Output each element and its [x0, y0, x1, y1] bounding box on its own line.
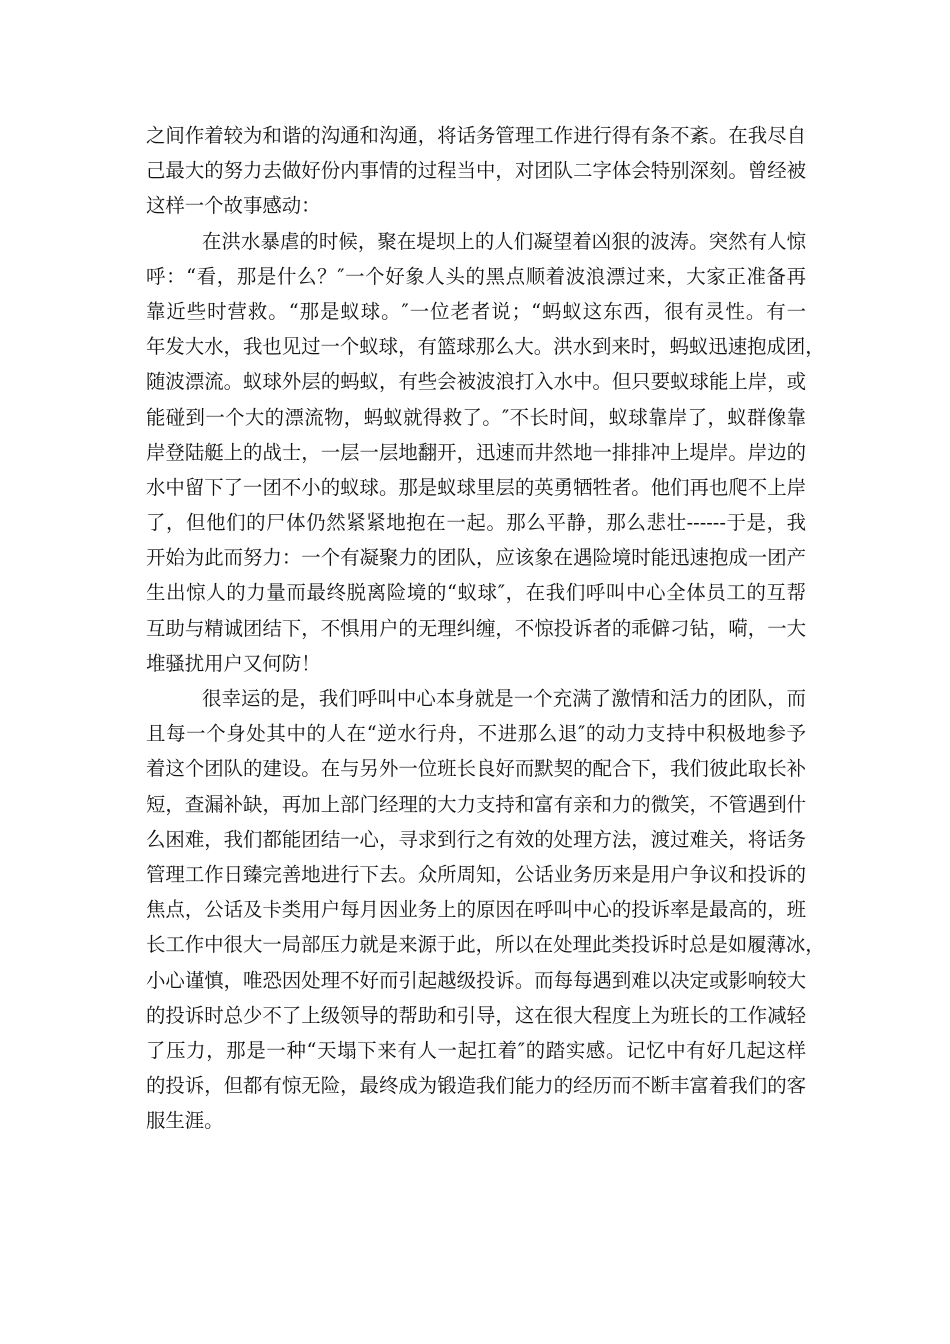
text-line: 这样一个故事感动： — [146, 194, 321, 218]
text-line: 么困难，我们都能团结一心，寻求到行之有效的处理方法，渡过难关，将话务 — [146, 827, 806, 851]
text-line: 靠近些时营救。“那是蚁球。″一位老者说；“蚂蚁这东西，很有灵性。有一 — [146, 299, 806, 323]
text-line: 小心谨慎，唯恐因处理不好而引起越级投诉。而每每遇到难以决定或影响较大 — [146, 968, 806, 992]
text-line: 之间作着较为和谐的沟通和沟通，将话务管理工作进行得有条不紊。在我尽自 — [146, 124, 806, 147]
text-line: 堆骚扰用户又何防！ — [146, 651, 321, 675]
text-line: 生出惊人的力量而最终脱离险境的“蚁球″，在我们呼叫中心全体员工的互帮 — [146, 581, 806, 605]
text-line: 年发大水，我也见过一个蚁球，有篮球那么大。洪水到来时，蚂蚁迅速抱成团， — [146, 335, 825, 359]
paragraph — [146, 681, 825, 1138]
text-line: 在洪水暴虐的时候，聚在堤坝上的人们凝望着凶狠的波涛。突然有人惊 — [202, 229, 806, 253]
text-line: 的投诉，但都有惊无险，最终成为锻造我们能力的经历而不断丰富着我们的客 — [146, 1074, 806, 1098]
document-body — [146, 118, 825, 1138]
text-line: 服生涯。 — [146, 1109, 224, 1133]
text-line: 呼：“看，那是什么？″一个好象人头的黑点顺着波浪漂过来，大家正准备再 — [146, 264, 806, 288]
text-line: 随波漂流。蚁球外层的蚂蚁，有些会被波浪打入水中。但只要蚁球能上岸，或 — [146, 370, 806, 394]
text-line: 着这个团队的建设。在与另外一位班长良好而默契的配合下，我们彼此取长补 — [146, 757, 806, 781]
text-line: 且每一个身处其中的人在“逆水行舟，不进那么退″的动力支持中积极地参予 — [146, 722, 806, 746]
text-line: 管理工作日臻完善地进行下去。众所周知，公话业务历来是用户争议和投诉的 — [146, 862, 806, 886]
text-line: 能碰到一个大的漂流物，蚂蚁就得救了。″不长时间，蚁球靠岸了，蚁群像靠 — [146, 405, 806, 429]
text-line: 长工作中很大一局部压力就是来源于此，所以在处理此类投诉时总是如履薄冰， — [146, 933, 825, 957]
text-line: 岸登陆艇上的战士，一层一层地翻开，迅速而井然地一排排冲上堤岸。岸边的 — [146, 440, 806, 464]
paragraph — [146, 224, 825, 681]
paragraph — [146, 118, 806, 224]
text-line: 水中留下了一团不小的蚁球。那是蚁球里层的英勇牺牲者。他们再也爬不上岸 — [146, 475, 806, 499]
text-line: 焦点，公话及卡类用户每月因业务上的原因在呼叫中心的投诉率是最高的，班 — [146, 898, 806, 922]
text-line: 开始为此而努力：一个有凝聚力的团队，应该象在遇险境时能迅速抱成一团产 — [146, 546, 806, 570]
text-line: 很幸运的是，我们呼叫中心本身就是一个充满了激情和活力的团队，而 — [202, 687, 806, 710]
text-line: 短，查漏补缺，再加上部门经理的大力支持和富有亲和力的微笑，不管遇到什 — [146, 792, 806, 816]
text-line: 的投诉时总少不了上级领导的帮助和引导，这在很大程度上为班长的工作减轻 — [146, 1003, 806, 1027]
text-line: 己最大的努力去做好份内事情的过程当中，对团队二字体会特别深刻。曾经被 — [146, 159, 806, 183]
text-line: 了压力，那是一种“天塌下来有人一起扛着″的踏实感。记忆中有好几起这样 — [146, 1038, 806, 1062]
text-line: 互助与精诚团结下，不惧用户的无理纠缠，不惊投诉者的乖僻刁钻，嗬，一大 — [146, 616, 806, 640]
text-line: 了，但他们的尸体仍然紧紧地抱在一起。那么平静，那么悲壮------于是，我 — [146, 511, 806, 535]
